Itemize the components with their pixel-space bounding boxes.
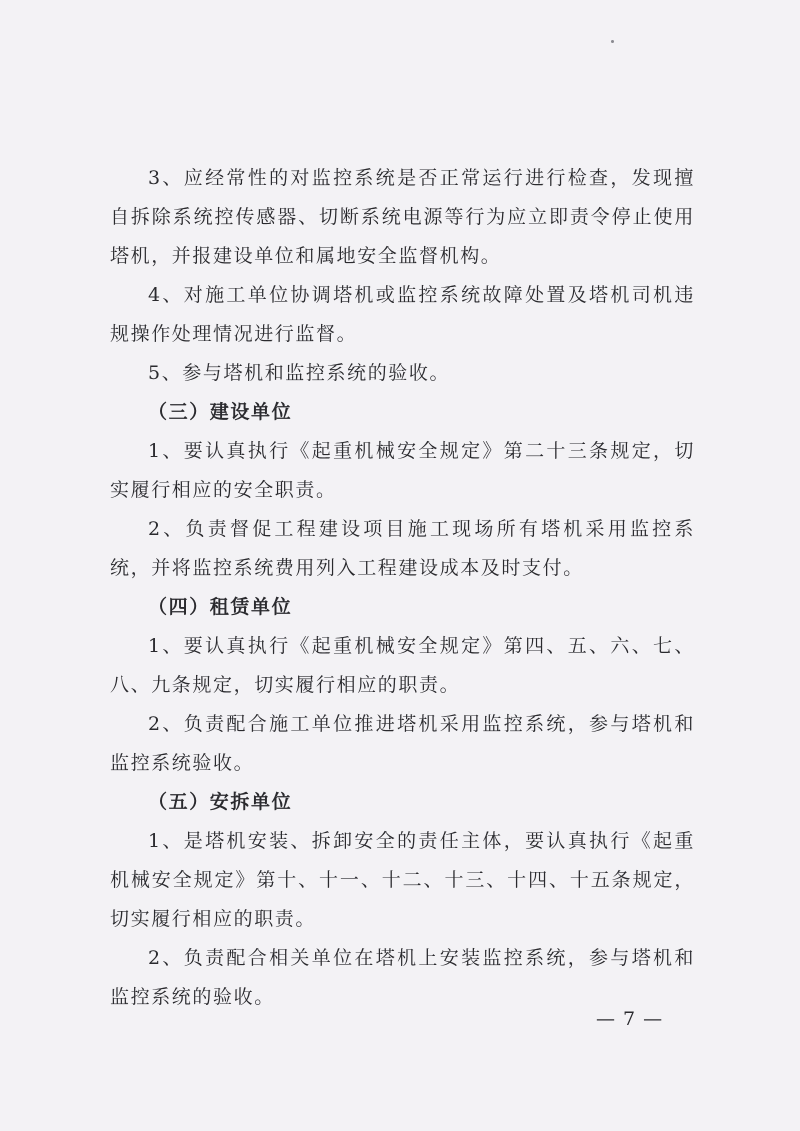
paragraph-leasing-1: 1、要认真执行《起重机械安全规定》第四、五、六、七、八、九条规定，切实履行相应的职责。 bbox=[110, 635, 695, 696]
page-number: — 7 — bbox=[596, 1008, 664, 1030]
paragraph-installation-1: 1、是塔机安装、拆卸安全的责任主体，要认真执行《起重机械安全规定》第十、十一、十二、十三、十四、十五条规定，切实履行相应的职责。 bbox=[110, 830, 695, 930]
paragraph-construction-1: 1、要认真执行《起重机械安全规定》第二十三条规定，切实履行相应的安全职责。 bbox=[110, 440, 695, 501]
section-heading-installation-unit: （五）安拆单位 bbox=[148, 791, 293, 813]
scan-speck bbox=[611, 40, 614, 43]
paragraph-leasing-2: 2、负责配合施工单位推进塔机采用监控系统，参与塔机和监控系统验收。 bbox=[110, 713, 695, 774]
paragraph-item-5: 5、参与塔机和监控系统的验收。 bbox=[148, 362, 451, 384]
document-body bbox=[110, 159, 695, 1017]
paragraph-construction-2: 2、负责督促工程建设项目施工现场所有塔机采用监控系统，并将监控系统费用列入工程建设成本及时支付。 bbox=[110, 518, 695, 579]
paragraph-installation-2: 2、负责配合相关单位在塔机上安装监控系统，参与塔机和监控系统的验收。 bbox=[110, 947, 695, 1008]
paragraph-item-4: 4、对施工单位协调塔机或监控系统故障处置及塔机司机违规操作处理情况进行监督。 bbox=[110, 284, 695, 345]
section-heading-construction-unit: （三）建设单位 bbox=[148, 401, 293, 423]
paragraph-item-3: 3、应经常性的对监控系统是否正常运行进行检查，发现擅自拆除系统控传感器、切断系统电源等行为应立即责令停止使用塔机，并报建设单位和属地安全监督机构。 bbox=[110, 167, 695, 267]
section-heading-leasing-unit: （四）租赁单位 bbox=[148, 596, 293, 618]
